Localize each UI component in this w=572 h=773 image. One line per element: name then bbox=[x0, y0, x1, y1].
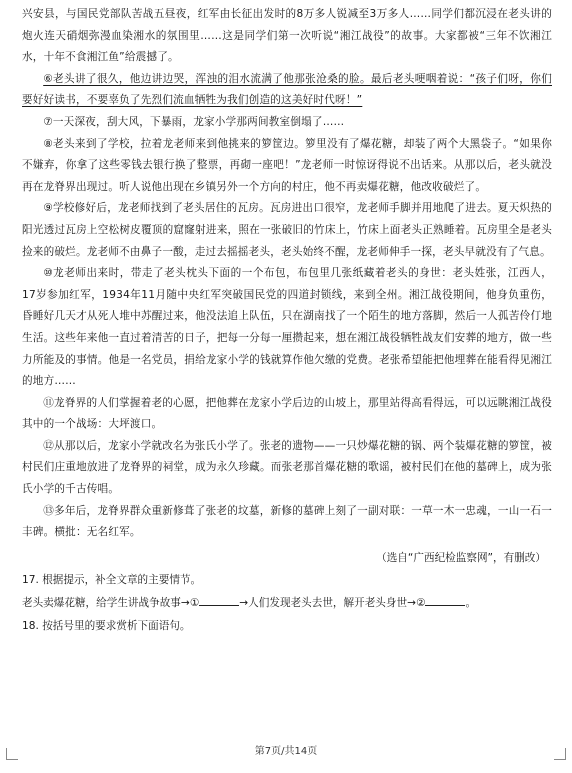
question-17-title: 17. 根据提示，补全文章的主要情节。 bbox=[22, 574, 202, 587]
paragraph-11: ⑪龙脊界的人们掌握着老的心愿，把他葬在龙家小学后边的山坡上，那里站得高看得远，可以远眺湘江战役其中的一个战场：大坪渡口。 bbox=[22, 396, 552, 431]
paragraph-13: ⑬多年后，龙脊界群众重新修葺了张老的坟墓，新修的墓碑上刻了一副对联：一草一木一忠魂，一山一石一丰碑。横批：无名红军。 bbox=[22, 504, 552, 539]
corner-mark-right bbox=[554, 748, 566, 760]
question-17-middle: →人们发现老头去世，解开老头身世→② bbox=[239, 597, 426, 610]
corner-mark-left bbox=[6, 748, 18, 760]
answer-blank-2[interactable] bbox=[425, 594, 465, 606]
source-note: （选自“广西纪检监察网”，有删改） bbox=[376, 551, 546, 564]
paragraph-10: ⑩龙老师出来时，带走了老头枕头下面的一个布包，布包里几张纸藏着老头的身世：老头姓张，江西人，17岁参加红军，1934年11月随中央红军突破国民党的四道封锁线，来到全州。湘江战役期间，他身负重伤，昏睡好几天才从死人堆中苏醒过来，他没法追上队伍，只在湖南找了一个陌生的地方落脚，然后一人孤苦伶仃地生活。这些年来他一直过着清苦的日子，把每一分每一厘攒起来，想在湘江战役牺牲战友们安葬的地方，做一些力所能及的事情。他是一名党员，捐给龙家小学的钱就算作他欠缴的党费。老张希望能把他埋葬在能看得见湘江的地方…… bbox=[22, 267, 552, 388]
paragraph-8: ⑧老头来到了学校，拉着龙老师来到他挑来的箩筐边。箩里没有了爆花糖，却装了两个大黑袋子。“如果你不嫌弃，你拿了这些零钱去银行换了整票，再砌一座吧！”龙老师一时惊讶得说不出话来。从那以后，老头就没再在龙脊界出现过。听人说他出现在乡镇另外一个方向的村庄，他不再卖爆花糖，他改收破烂了。 bbox=[22, 137, 552, 193]
paragraph-12: ⑫从那以后，龙家小学就改名为张氏小学了。张老的遗物——一只炒爆花糖的锅、两个装爆花糖的箩筐，被村民们庄重地放进了龙脊界的祠堂，成为永久珍藏。而张老那首爆花糖的歌谣，被村民们在他的墓碑上，成为张氏小学的千古传唱。 bbox=[22, 439, 552, 496]
paragraph-6: ⑥老头讲了很久，他边讲边哭，浑浊的泪水流满了他那张沧桑的脸。最后老头哽咽着说：“孩子们呀，你们要好好读书，不要辜负了先烈们流血牺牲为我们创造的这美好时代呀！” bbox=[22, 72, 552, 107]
question-17-suffix: 。 bbox=[465, 597, 477, 610]
paragraph-5-continued: 兴安县，与国民党部队苦战五昼夜，红军由长征出发时的8万多人锐减至3万多人……同学们都沉浸在老头讲的炮火连天硝烟弥漫血染湘水的氛围里……这是同学们第一次听说“湘江战役”的故事。大家都被“三年不饮湘江水，十年不食湘江鱼”给震撼了。 bbox=[22, 8, 552, 64]
question-17-prompt bbox=[22, 592, 552, 615]
question-17-prefix: 老头卖爆花糖，给学生讲战争故事→① bbox=[22, 597, 200, 610]
paragraph-9: ⑨学校修好后，龙老师找到了老头居住的瓦房。瓦房进出口很窄，龙老师手脚并用地爬了进去。夏天炽热的阳光透过瓦房上空松树皮覆顶的窟窿射进来，照在一张破旧的竹床上，竹床上面老头正熟睡着。瓦房里全是老头捡来的破烂。龙老师不由鼻子一酸，走过去摇摇老头，老头始终不醒，龙老师伸手一探，老头早就没有了气息。 bbox=[22, 202, 552, 258]
question-18-title: 18. 按括号里的要求赏析下面语句。 bbox=[22, 620, 191, 633]
page-footer: 第7页/共14页 bbox=[254, 746, 318, 757]
answer-blank-1[interactable] bbox=[199, 594, 239, 606]
paragraph-7: ⑦一天深夜，刮大风，下暴雨，龙家小学那两间教室倒塌了…… bbox=[43, 115, 345, 128]
